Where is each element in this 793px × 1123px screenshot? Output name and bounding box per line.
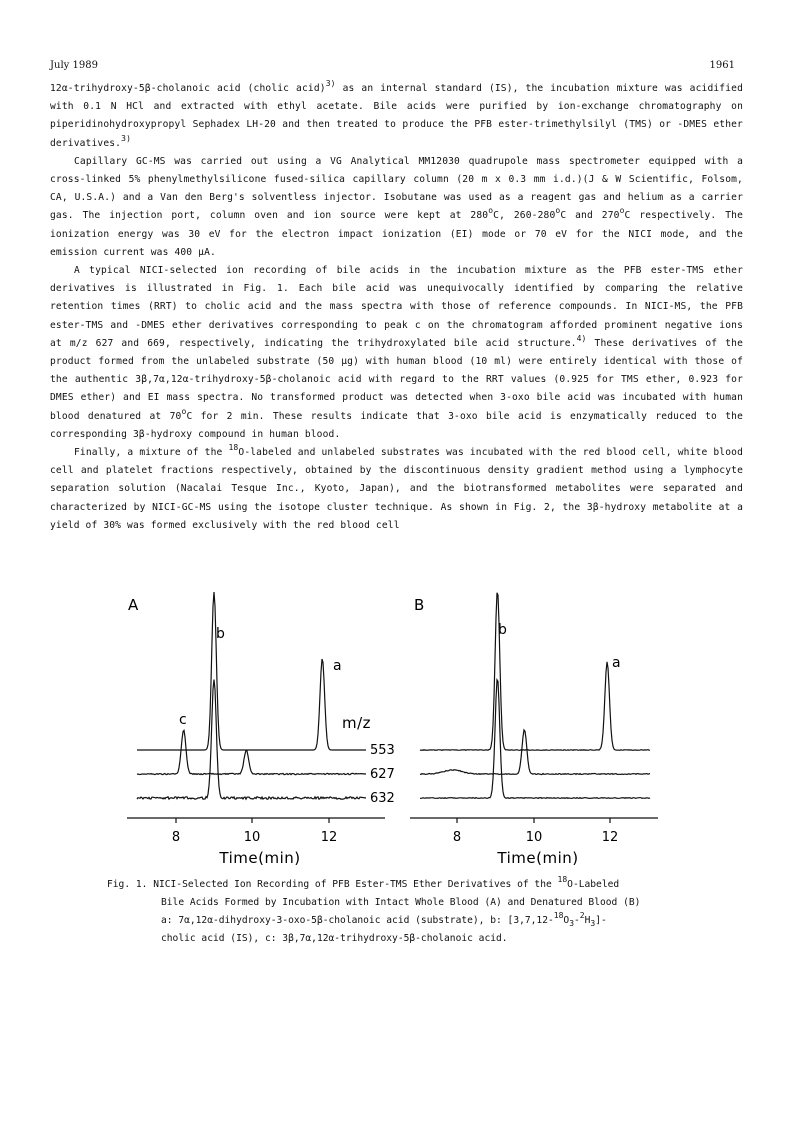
chromatogram-figure xyxy=(0,590,793,890)
panel-a-label: A xyxy=(128,596,139,614)
figure-caption xyxy=(107,876,747,948)
caption-line-2: Bile Acids Formed by Incubation with Intact Whole Blood (A) and Denatured Blood (B) xyxy=(161,897,641,908)
panel-a-x-axis-label: Time(min) xyxy=(219,849,301,867)
panel-a-peak-a-label: a xyxy=(333,658,342,674)
panel-b-peak-a-label: a xyxy=(612,655,621,671)
paragraph-gcms-methods: Capillary GC-MS was carried out using a VG Analytical MM12030 quadrupole mass spectrometer equipped with a cross-linked 5% phenylmethylsilicone fused-silica capillary column (20 m x 0.3 mm i.d.)(J & W Scientific, Folsom, CA, U.S.A.) and a Van den Berg's solventless injector. Isobutane was used as a reagent gas and helium as a carrier gas. The injection port, column oven and ion source were kept at 280$^o$C, 260-280$^o$C and 270$^o$C respectively. The ionization energy was 30 eV for the electron impact ionization (EI) mode or 70 eV for the NICI mode, and the emission current was 400 μA. xyxy=(50,155,743,258)
figure-1 xyxy=(0,590,793,890)
panel-b-label: B xyxy=(414,596,425,614)
caption-line-4: cholic acid (IS), c: 3β,7α,12α-trihydroxy-5β-cholanoic acid. xyxy=(161,933,508,944)
channel-label-627: 627 xyxy=(370,767,395,782)
caption-line-3: a: 7α,12α-dihydroxy-3-oxo-5β-cholanoic acid (substrate), b: $[3,7,12-^{18}O_3-^2H_3]-$ xyxy=(161,911,607,928)
caption-line-1: Fig. 1. NICI-Selected Ion Recording of PFB Ester-TMS Ether Derivatives of the $^{18}$O-Labeled xyxy=(107,875,620,890)
paragraph-blood-fractions: Finally, a mixture of the $^{18}$O-labeled and unlabeled substrates was incubated with the red blood cell, white blood cell and platelet fractions respectively, obtained by the discontinuous density gradient method using a lymphocyte separation solution (Nacalai Tesque Inc., Kyoto, Japan), and the biotransformed metabolites were separated and characterized by NICI-GC-MS using the isotope cluster technique. As shown in Fig. 2, the 3β-hydroxy metabolite at a yield of 30% was formed exclusively with the red blood cell xyxy=(50,443,743,531)
panel-a-trace-632 xyxy=(137,680,366,800)
channel-label-553: 553 xyxy=(370,743,395,758)
panel-b-trace-627 xyxy=(420,730,650,775)
channel-label-632: 632 xyxy=(370,791,395,806)
paragraph-nici-recording: A typical NICI-selected ion recording of bile acids in the incubation mixture as the PFB ester-TMS ether derivatives is illustrated in Fig. 1. Each bile acid was unequivocally identified by comparing the relative retention times (RRT) to cholic acid and the mass spectra with those of reference compounds. In NICI-MS, the PFB ester-TMS and -DMES ether derivatives corresponding to peak c on the chromatogram afforded prominent negative ions at m/z 627 and 669, respectively, indicating the trihydroxylated bile acid structure.$^{4)}$ These derivatives of the product formed from the unlabeled substrate (50 μg) with human blood (10 ml) were entirely identical with those of the authentic 3β,7α,12α-trihydroxy-5β-cholanoic acid with regard to the RRT values (0.925 for TMS ether, 0.923 for DMES ether) and EI mass spectra. No transformed product was detected when 3-oxo bile acid was incubated with human blood denatured at 70$^o$C for 2 min. These results indicate that 3-oxo bile acid is enzymatically reduced to the corresponding 3β-hydroxy compound in human blood. xyxy=(50,265,744,440)
page-number: 1961 xyxy=(709,60,735,71)
panel-b-trace-632 xyxy=(420,680,650,799)
body-text xyxy=(50,80,743,535)
panel-a-trace-553 xyxy=(137,592,366,750)
panel-a-tick-label-12: 12 xyxy=(320,830,338,845)
panel-b-tick-label-12: 12 xyxy=(601,830,619,845)
panel-a-tick-label-10: 10 xyxy=(243,830,261,845)
panel-a-trace-627 xyxy=(137,730,366,774)
panel-b-x-axis-label: Time(min) xyxy=(497,849,579,867)
panel-a-peak-c-label: c xyxy=(179,712,187,728)
paragraph-continued: 12α-trihydroxy-5β-cholanoic acid (cholic acid)$^{3)}$ as an internal standard (IS), the incubation mixture was acidified with 0.1 N HCl and extracted with ethyl acetate. Bile acids were purified by ion-exchange chromatography on piperidinohydroxypropyl Sephadex LH-20 and then treated to produce the PFB ester-trimethylsilyl (TMS) or -DMES ether derivatives.$^{3)}$ xyxy=(50,79,744,149)
panel-b-peak-b-label: b xyxy=(498,622,507,638)
running-header-date: July 1989 xyxy=(50,60,98,71)
panel-b-tick-label-10: 10 xyxy=(525,830,543,845)
panel-b-tick-label-8: 8 xyxy=(452,830,462,845)
panel-a-tick-label-8: 8 xyxy=(171,830,181,845)
panel-b-trace-553 xyxy=(420,593,650,751)
mz-label: m/z xyxy=(342,714,372,732)
panel-a-peak-b-label: b xyxy=(216,626,225,642)
